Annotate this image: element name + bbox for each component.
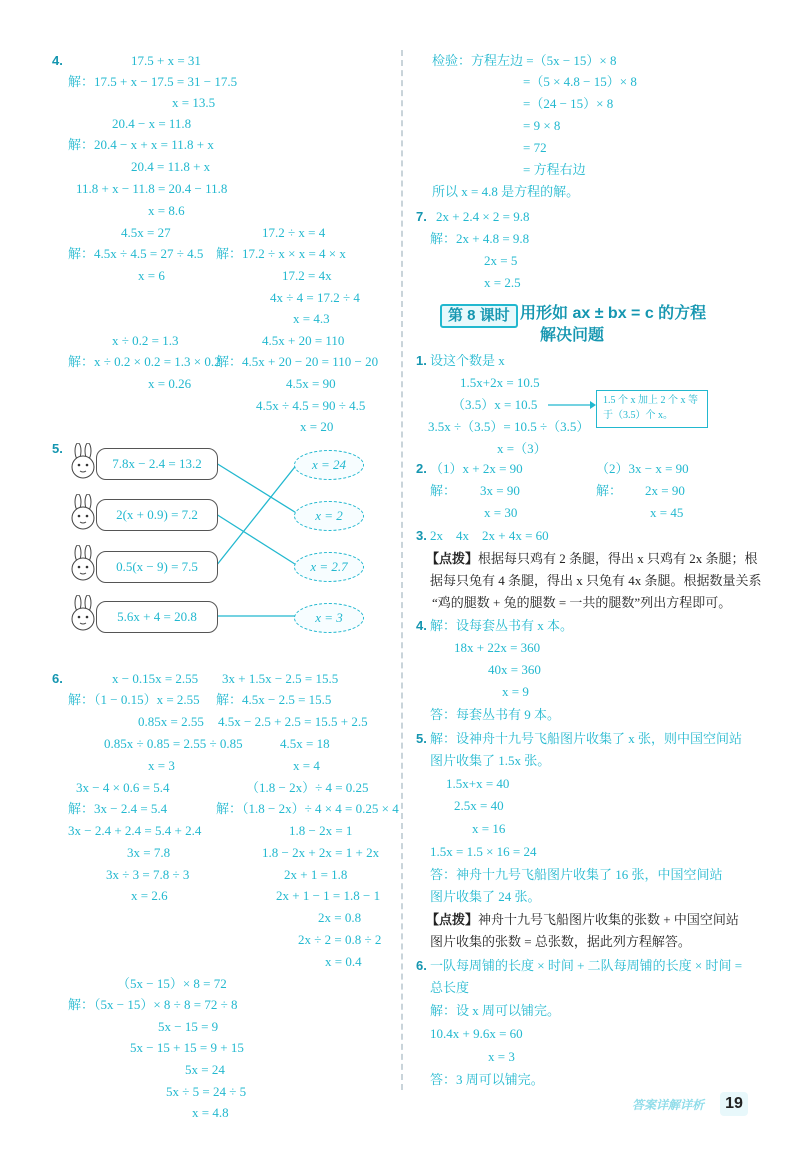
p6-col-e-line: 解：（5x − 15）× 8 ÷ 8 = 72 ÷ 8 bbox=[68, 997, 238, 1012]
p6-col-a-line: 解：（1 − 0.15）x = 2.55 bbox=[68, 692, 200, 707]
p7-line: 2x = 5 bbox=[484, 253, 518, 268]
q1-line: 3.5x ÷（3.5）= 10.5 ÷（3.5） bbox=[428, 419, 590, 434]
p6-col-e-line: （5x − 15）× 8 = 72 bbox=[117, 976, 227, 991]
p4-line: 20.4 = 11.8 + x bbox=[131, 159, 211, 174]
p4-line: 20.4 − x = 11.8 bbox=[112, 116, 192, 131]
q1-line: x =（3） bbox=[497, 441, 547, 456]
p4-line: x = 8.6 bbox=[148, 203, 185, 218]
q6-line: 10.4x + 9.6x = 60 bbox=[430, 1026, 523, 1041]
arrow-icon bbox=[548, 398, 596, 412]
question-5-number: 5. bbox=[416, 731, 427, 746]
q4-line: 18x + 22x = 360 bbox=[454, 640, 541, 655]
q2a-line: x = 30 bbox=[484, 505, 518, 520]
q6-line: 解：设 x 周可以铺完。 bbox=[430, 1003, 561, 1018]
problem-4-number: 4. bbox=[52, 53, 63, 68]
footer-label: 答案详解详析 bbox=[632, 1098, 705, 1112]
note-text: 1.5 个 x 加上 2 个 x 等于（3.5）个 x。 bbox=[603, 395, 698, 421]
p4-col-c-line: x ÷ 0.2 = 1.3 bbox=[112, 333, 179, 348]
q4-line: 解：设每套丛书有 x 本。 bbox=[430, 618, 574, 633]
q2b-line: （2）3x − x = 90 bbox=[596, 461, 689, 476]
p4-line: 解：17.5 + x − 17.5 = 31 − 17.5 bbox=[68, 74, 238, 89]
p6-col-d-line: 2x + 1 − 1 = 1.8 − 1 bbox=[276, 888, 381, 903]
answer-cloud bbox=[294, 603, 364, 633]
answer-text: x = 2 bbox=[315, 508, 343, 523]
p6-col-c-line: 3x = 7.8 bbox=[127, 845, 171, 860]
q3-line: 2x 4x 2x + 4x = 60 bbox=[430, 528, 549, 543]
question-2-number: 2. bbox=[416, 461, 427, 476]
match-line-3 bbox=[216, 463, 298, 566]
p6-col-c-line: 3x − 2.4 + 2.4 = 5.4 + 2.4 bbox=[68, 823, 202, 838]
q4-line: 答：每套丛书有 9 本。 bbox=[430, 707, 561, 722]
answer-text: x = 2.7 bbox=[310, 559, 348, 574]
question-6-number: 6. bbox=[416, 958, 427, 973]
p6-col-c-line: x = 2.6 bbox=[131, 888, 168, 903]
p4-col-b-line: 17.2 ÷ x = 4 bbox=[262, 225, 326, 240]
answer-text: x = 24 bbox=[311, 457, 347, 472]
equation-text: 7.8x − 2.4 = 13.2 bbox=[112, 456, 202, 471]
q5-line: 2.5x = 40 bbox=[454, 798, 504, 813]
p4-col-a-line: 4.5x = 27 bbox=[121, 225, 171, 240]
q1-line: 1.5x+2x = 10.5 bbox=[460, 375, 540, 390]
answer-cloud bbox=[294, 450, 364, 480]
q1-line: 设这个数是 x bbox=[430, 353, 505, 368]
p6-col-d-line: 1.8 − 2x + 2x = 1 + 2x bbox=[262, 845, 380, 860]
q5-line: 1.5x = 1.5 × 16 = 24 bbox=[430, 844, 537, 859]
check-line: = 72 bbox=[523, 140, 547, 155]
problem-7-number: 7. bbox=[416, 209, 427, 224]
p6-col-e-line: 5x − 15 + 15 = 9 + 15 bbox=[130, 1040, 244, 1055]
note-box bbox=[596, 390, 708, 428]
p4-col-c-line: 解：x ÷ 0.2 × 0.2 = 1.3 × 0.2 bbox=[68, 354, 221, 369]
hint-line: 神舟十九号飞船图片收集的张数 + 中国空间站 bbox=[478, 912, 739, 927]
q2a-line: 3x = 90 bbox=[480, 483, 520, 498]
p4-line: x = 13.5 bbox=[172, 95, 216, 110]
check-line: =（24 − 15）× 8 bbox=[523, 96, 614, 111]
p6-col-e-line: 5x = 24 bbox=[185, 1062, 225, 1077]
p6-col-b-line: 解：4.5x − 2.5 = 15.5 bbox=[216, 692, 332, 707]
equation-box bbox=[96, 551, 218, 583]
p6-col-e-line: 5x − 15 = 9 bbox=[158, 1019, 219, 1034]
p6-col-b-line: 4.5x − 2.5 + 2.5 = 15.5 + 2.5 bbox=[218, 714, 368, 729]
p7-line: x = 2.5 bbox=[484, 275, 521, 290]
equation-text: 5.6x + 4 = 20.8 bbox=[117, 609, 197, 624]
answer-cloud bbox=[294, 501, 364, 531]
answer-cloud bbox=[294, 552, 364, 582]
p6-col-d-line: 解：（1.8 − 2x）÷ 4 × 4 = 0.25 × 4 bbox=[216, 801, 399, 816]
p6-col-a-line: 0.85x = 2.55 bbox=[138, 714, 204, 729]
p4-col-d-line: 4.5x + 20 = 110 bbox=[262, 333, 345, 348]
p6-col-d-line: 2x + 1 = 1.8 bbox=[284, 867, 348, 882]
hint-tag: 【点拨】 bbox=[426, 551, 479, 566]
p4-col-d-line: x = 20 bbox=[300, 419, 334, 434]
equation-box bbox=[96, 601, 218, 633]
p6-col-d-line: 2x ÷ 2 = 0.8 ÷ 2 bbox=[298, 932, 382, 947]
p6-col-c-line: 解：3x − 2.4 = 5.4 bbox=[68, 801, 168, 816]
check-line: =（5 × 4.8 − 15）× 8 bbox=[523, 74, 637, 89]
p6-col-d-line: 2x = 0.8 bbox=[318, 910, 362, 925]
q5-line: x = 16 bbox=[472, 821, 506, 836]
answer-text: x = 3 bbox=[315, 610, 343, 625]
p7-line: 2x + 2.4 × 2 = 9.8 bbox=[436, 209, 530, 224]
question-3-number: 3. bbox=[416, 528, 427, 543]
p6-col-c-line: 3x ÷ 3 = 7.8 ÷ 3 bbox=[106, 867, 190, 882]
check-line: = 9 × 8 bbox=[523, 118, 561, 133]
p6-col-a-line: x = 3 bbox=[148, 758, 175, 773]
q6-line: 总长度 bbox=[430, 980, 470, 995]
hint-line: 据每只兔有 4 条腿，得出 x 只兔有 4x 条腿。根据数量关系 bbox=[430, 573, 762, 588]
problem-5-number: 5. bbox=[52, 441, 63, 456]
p6-col-b-line: x = 4 bbox=[293, 758, 320, 773]
question-4-number: 4. bbox=[416, 618, 427, 633]
q2b-line: 2x = 90 bbox=[645, 483, 685, 498]
check-line: = 方程右边 bbox=[523, 162, 586, 177]
check-line: 所以 x = 4.8 是方程的解。 bbox=[432, 184, 580, 199]
p6-col-b-line: 4.5x = 18 bbox=[280, 736, 330, 751]
problem-6-number: 6. bbox=[52, 671, 63, 686]
p6-col-d-line: （1.8 − 2x）÷ 4 = 0.25 bbox=[246, 780, 369, 795]
p4-col-d-line: 4.5x ÷ 4.5 = 90 ÷ 4.5 bbox=[256, 398, 366, 413]
q6-line: 答：3 周可以铺完。 bbox=[430, 1072, 544, 1087]
page-number: 19 bbox=[720, 1092, 748, 1116]
lesson-tag: 第 8 课时 bbox=[440, 304, 518, 328]
p4-col-b-line: 17.2 = 4x bbox=[282, 268, 332, 283]
equation-box bbox=[96, 499, 218, 531]
p6-col-b-line: 3x + 1.5x − 2.5 = 15.5 bbox=[222, 671, 339, 686]
q5-line: 图片收集了 1.5x 张。 bbox=[430, 753, 551, 768]
hint-tag: 【点拨】 bbox=[426, 912, 479, 927]
p4-col-b-line: x = 4.3 bbox=[293, 311, 330, 326]
page-footer bbox=[632, 1092, 752, 1116]
p4-col-c-line: x = 0.26 bbox=[148, 376, 192, 391]
lesson-title: 用形如 ax ± bx = c 的方程 bbox=[520, 305, 707, 322]
p4-col-d-line: 解：4.5x + 20 − 20 = 110 − 20 bbox=[216, 354, 379, 369]
p4-col-a-line: 解：4.5x ÷ 4.5 = 27 ÷ 4.5 bbox=[68, 246, 204, 261]
hint-line: “鸡的腿数 + 兔的腿数 = 一共的腿数”列出方程即可。 bbox=[432, 595, 732, 610]
check-line: 检验：方程左边 =（5x − 15）× 8 bbox=[432, 53, 617, 68]
q5-line: 1.5x+x = 40 bbox=[446, 776, 510, 791]
q4-line: 40x = 360 bbox=[488, 662, 541, 677]
p4-line: 11.8 + x − 11.8 = 20.4 − 11.8 bbox=[76, 181, 228, 196]
match-line-1 bbox=[216, 463, 298, 514]
p6-col-d-line: x = 0.4 bbox=[325, 954, 362, 969]
q6-line: x = 3 bbox=[488, 1049, 515, 1064]
match-line-2 bbox=[216, 514, 298, 566]
q5-line: 答：神舟十九号飞船图片收集了 16 张，中国空间站 bbox=[430, 867, 723, 882]
q2a-line: 解： bbox=[430, 483, 457, 498]
q2b-line: 解： bbox=[596, 483, 623, 498]
p4-col-b-line: 解：17.2 ÷ x × x = 4 × x bbox=[216, 246, 346, 261]
p6-col-c-line: 3x − 4 × 0.6 = 5.4 bbox=[76, 780, 170, 795]
p6-col-e-line: x = 4.8 bbox=[192, 1105, 229, 1120]
q1-line: （3.5）x = 10.5 bbox=[452, 397, 538, 412]
equation-text: 0.5(x − 9) = 7.5 bbox=[116, 559, 198, 574]
p4-line: 解：20.4 − x + x = 11.8 + x bbox=[68, 137, 214, 152]
q6-line: 一队每周铺的长度 × 时间 + 二队每周铺的长度 × 时间 = bbox=[430, 958, 743, 973]
q5-line: 图片收集了 24 张。 bbox=[430, 889, 541, 904]
p6-col-d-line: 1.8 − 2x = 1 bbox=[289, 823, 353, 838]
hint-line: 图片收集的张数 = 总张数，据此列方程解答。 bbox=[430, 934, 691, 949]
p6-col-e-line: 5x ÷ 5 = 24 ÷ 5 bbox=[166, 1084, 247, 1099]
p4-col-a-line: x = 6 bbox=[138, 268, 165, 283]
p4-col-d-line: 4.5x = 90 bbox=[286, 376, 336, 391]
lesson-heading bbox=[440, 302, 740, 348]
equation-text: 2(x + 0.9) = 7.2 bbox=[116, 507, 198, 522]
p4-line: 17.5 + x = 31 bbox=[131, 53, 201, 68]
p7-line: 解：2x + 4.8 = 9.8 bbox=[430, 231, 530, 246]
q4-line: x = 9 bbox=[502, 684, 529, 699]
equation-box bbox=[96, 448, 218, 480]
q5-line: 解：设神舟十九号飞船图片收集了 x 张，则中国空间站 bbox=[430, 731, 743, 746]
p4-col-b-line: 4x ÷ 4 = 17.2 ÷ 4 bbox=[270, 290, 360, 305]
hint-line: 根据每只鸡有 2 条腿，得出 x 只鸡有 2x 条腿；根 bbox=[478, 551, 758, 566]
p6-col-a-line: 0.85x ÷ 0.85 = 2.55 ÷ 0.85 bbox=[104, 736, 243, 751]
p6-col-a-line: x − 0.15x = 2.55 bbox=[112, 671, 199, 686]
question-1-number: 1. bbox=[416, 353, 427, 368]
q2a-line: （1）x + 2x = 90 bbox=[430, 461, 523, 476]
lesson-subtitle: 解决问题 bbox=[540, 327, 605, 344]
q2b-line: x = 45 bbox=[650, 505, 684, 520]
